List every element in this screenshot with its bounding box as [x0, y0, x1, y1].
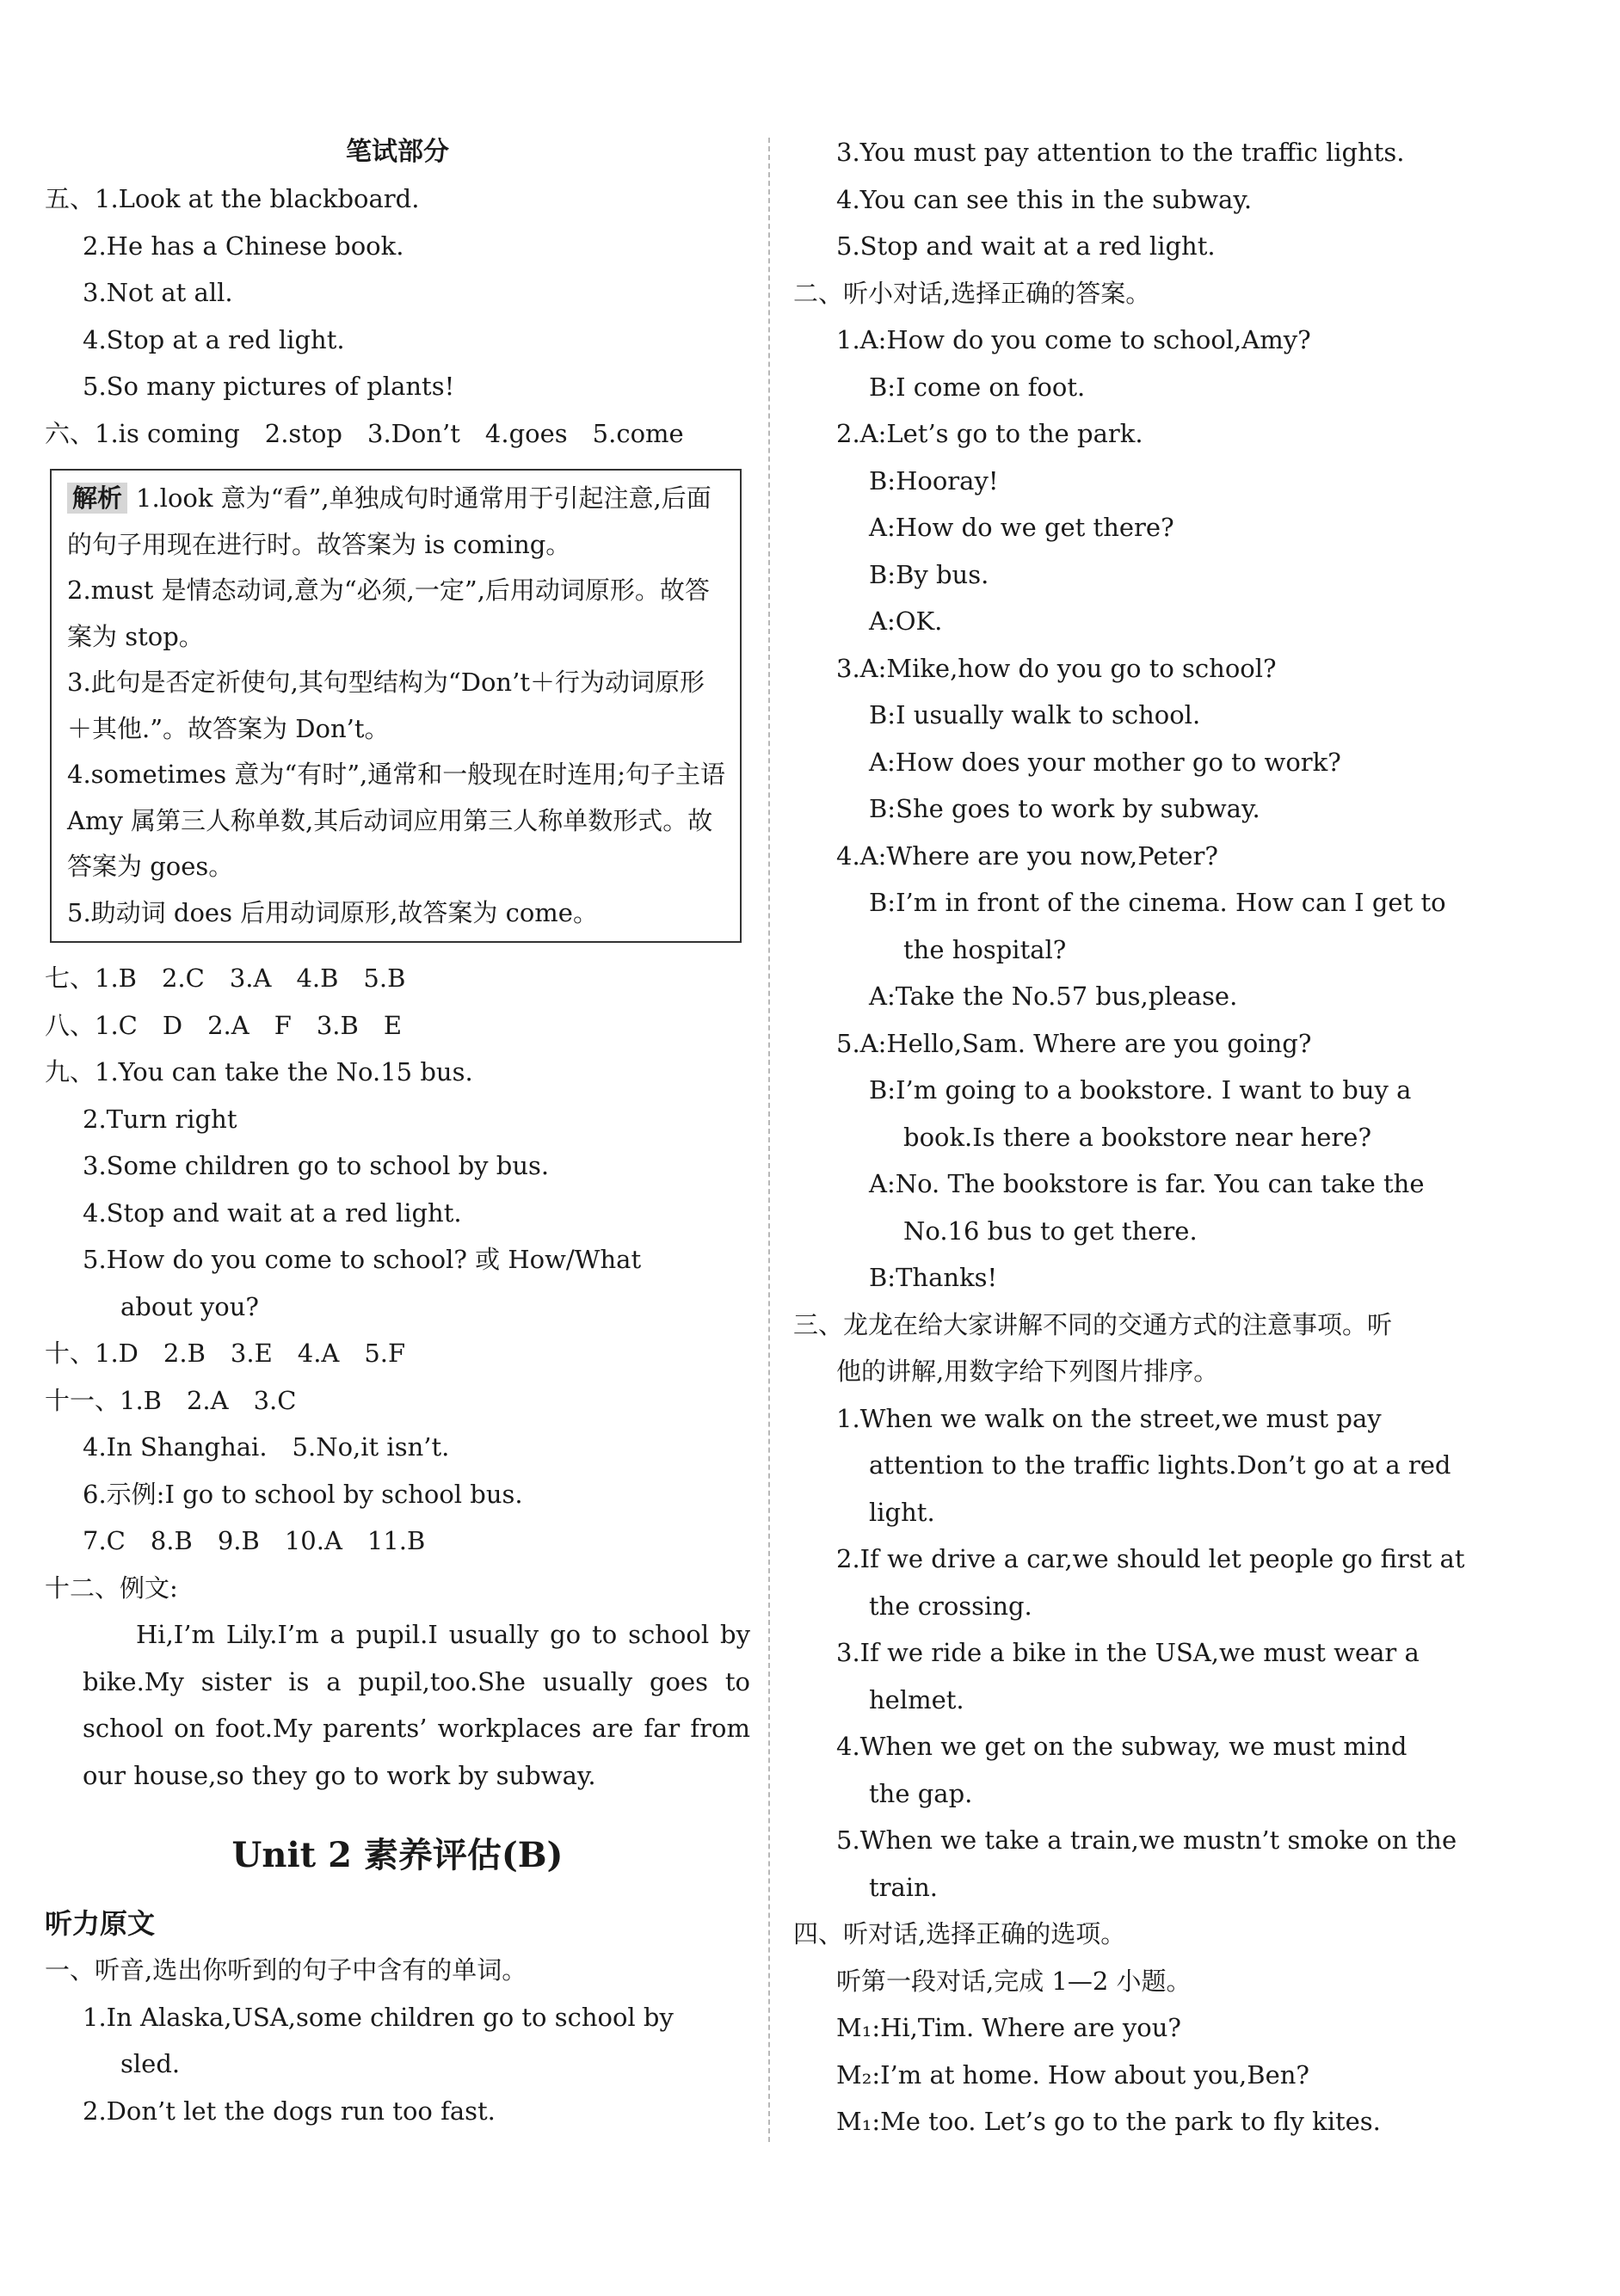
q9-line-4: 4.Stop and wait at a red light. — [83, 1197, 462, 1228]
q9-line-1: 九、1.You can take the No.15 bus. — [45, 1057, 473, 1086]
l4-line: M₂:I’m at home. How about you,Ben? — [836, 2059, 1309, 2090]
l2-line: A:No. The bookstore is far. You can take the — [869, 1169, 1425, 1198]
q11-line-2: 4.In Shanghai. 5.No,it isn’t. — [83, 1432, 450, 1462]
l4-line: M₁:Hi,Tim. Where are you? — [836, 2013, 1181, 2042]
analysis-line-4: 4.sometimes 意为“有时”,通常和一般现在时连用;句子主语 Amy 属第三人称单数,其后动词应用第三人称单数形式。故答案为 goes。 — [67, 760, 726, 881]
l1-item-3: 3.You must pay attention to the traffic lights. — [836, 138, 1405, 167]
l2-line: A:OK. — [869, 606, 943, 636]
listening-2-title: 二、听小对话,选择正确的答案。 — [793, 278, 1151, 308]
l1-item-1-cont: sled. — [120, 2049, 181, 2078]
l1-item-2: 2.Don’t let the dogs run too fast. — [83, 2096, 496, 2126]
q5-line-4: 4.Stop at a red light. — [83, 324, 345, 354]
question-12-label: 十二、例文: — [45, 1573, 178, 1603]
right-column — [793, 129, 1507, 2145]
l3-line: 3.If we ride a bike in the USA,we must wear a — [836, 1638, 1420, 1667]
l2-line: 4.A:Where are you now,Peter? — [836, 840, 1218, 871]
analysis-tag: 解析 — [67, 483, 127, 514]
section-title: 笔试部分 — [346, 137, 449, 167]
l1-item-1: 1.In Alaska,USA,some children go to school by — [83, 2002, 674, 2032]
l3-line: 1.When we walk on the street,we must pay — [836, 1403, 1382, 1433]
l3-line: the gap. — [869, 1778, 973, 1808]
l3-line: 5.When we take a train,we mustn’t smoke on the — [836, 1825, 1457, 1855]
l3-line: light. — [869, 1497, 935, 1527]
l2-line: B:I usually walk to school. — [869, 700, 1201, 729]
analysis-line-5: 5.助动词 does 后用动词原形,故答案为 come。 — [67, 897, 598, 927]
l3-line: attention to the traffic lights.Don’t go at a red — [869, 1450, 1451, 1480]
left-column — [45, 129, 750, 2134]
l3-line: train. — [869, 1872, 938, 1902]
l2-line: 3.A:Mike,how do you go to school? — [836, 653, 1277, 683]
listening-title: 听力原文 — [45, 1907, 156, 1940]
analysis-box — [50, 469, 742, 943]
l2-line: A:How do we get there? — [869, 513, 1174, 542]
q11-line-1: 十一、1.B 2.A 3.C — [45, 1385, 297, 1415]
q5-line-5: 5.So many pictures of plants! — [83, 372, 455, 401]
question-10: 十、1.D 2.B 3.E 4.A 5.F — [45, 1339, 406, 1368]
question-8: 八、1.C D 2.A F 3.B E — [45, 1010, 402, 1040]
l3-line: helmet. — [869, 1684, 964, 1714]
l1-item-4: 4.You can see this in the subway. — [836, 184, 1253, 214]
question-9 — [45, 1049, 750, 1330]
q5-line-2: 2.He has a Chinese book. — [83, 231, 404, 261]
l2-line: 5.A:Hello,Sam. Where are you going? — [836, 1028, 1312, 1058]
listening-3-title-cont: 他的讲解,用数字给下列图片排序。 — [836, 1357, 1219, 1386]
question-7: 七、1.B 2.C 3.A 4.B 5.B — [45, 963, 406, 993]
l2-line: B:By bus. — [869, 559, 989, 589]
listening-1-title: 一、听音,选出你听到的句子中含有的单词。 — [45, 1955, 527, 1985]
l3-line: 2.If we drive a car,we should let people go first at — [836, 1544, 1465, 1573]
l2-line: No.16 bus to get there. — [903, 1216, 1198, 1246]
listening-4-subtitle: 听第一段对话,完成 1—2 小题。 — [836, 1966, 1192, 1996]
l2-line: 2.A:Let’s go to the park. — [836, 419, 1143, 448]
listening-4-title: 四、听对话,选择正确的选项。 — [793, 1919, 1126, 1948]
column-divider — [768, 138, 770, 2142]
question-5 — [45, 175, 750, 410]
q9-line-3: 3.Some children go to school by bus. — [83, 1151, 550, 1180]
q9-line-2: 2.Turn right — [83, 1104, 237, 1134]
analysis-line-2: 2.must 是情态动词,意为“必须,一定”,后用动词原形。故答案为 stop。 — [67, 576, 710, 651]
question-11 — [45, 1377, 750, 1565]
l2-line: book.Is there a bookstore near here? — [903, 1122, 1371, 1152]
analysis-line-1: 1.look 意为“看”,单独成句时通常用于引起注意,后面的句子用现在进行时。故答案为 is coming。 — [67, 483, 711, 559]
q9-line-5: 5.How do you come to school? 或 How/What — [83, 1245, 642, 1274]
q11-line-4: 7.C 8.B 9.B 10.A 11.B — [83, 1526, 426, 1555]
l2-line: B:She goes to work by subway. — [869, 794, 1260, 823]
l1-item-5: 5.Stop and wait at a red light. — [836, 231, 1216, 261]
l2-line: B:I’m going to a bookstore. I want to buy a — [869, 1075, 1412, 1105]
l2-line: the hospital? — [903, 934, 1067, 964]
l2-line: B:I’m in front of the cinema. How can I get to — [869, 888, 1446, 917]
l2-line: 1.A:How do you come to school,Amy? — [836, 325, 1311, 354]
question-6: 六、1.is coming 2.stop 3.Don’t 4.goes 5.come — [45, 418, 684, 448]
l2-line: B:I come on foot. — [869, 372, 1086, 402]
l2-line: B:Hooray! — [869, 465, 999, 496]
q9-line-6: about you? — [120, 1291, 259, 1321]
q5-line-3: 3.Not at all. — [83, 278, 233, 307]
l2-line: A:How does your mother go to work? — [869, 747, 1341, 777]
l3-line: 4.When we get on the subway, we must mind — [836, 1732, 1407, 1761]
l2-line: A:Take the No.57 bus,please. — [869, 982, 1238, 1011]
q11-line-3: 6.示例:I go to school by school bus. — [83, 1479, 523, 1509]
q5-line-1: 五、1.Look at the blackboard. — [45, 184, 420, 213]
question-12-essay: Hi,I’m Lily.I’m a pupil.I usually go to school by bike.My sister is a pupil,too.She usually goes to school on foot.My parents’ workplaces are far from our house,so they go to work by subway. — [83, 1620, 750, 1790]
l4-line: M₁:Me too. Let’s go to the park to fly kites. — [836, 2107, 1381, 2136]
unit-title: Unit 2 素养评估(B) — [231, 1835, 564, 1875]
listening-3-title: 三、龙龙在给大家讲解不同的交通方式的注意事项。听 — [793, 1309, 1393, 1339]
l2-line: B:Thanks! — [869, 1263, 998, 1292]
l3-line: the crossing. — [869, 1591, 1032, 1621]
analysis-line-3: 3.此句是否定祈使句,其句型结构为“Don’t＋行为动词原形＋其他.”。故答案为 Don’t。 — [67, 668, 705, 743]
